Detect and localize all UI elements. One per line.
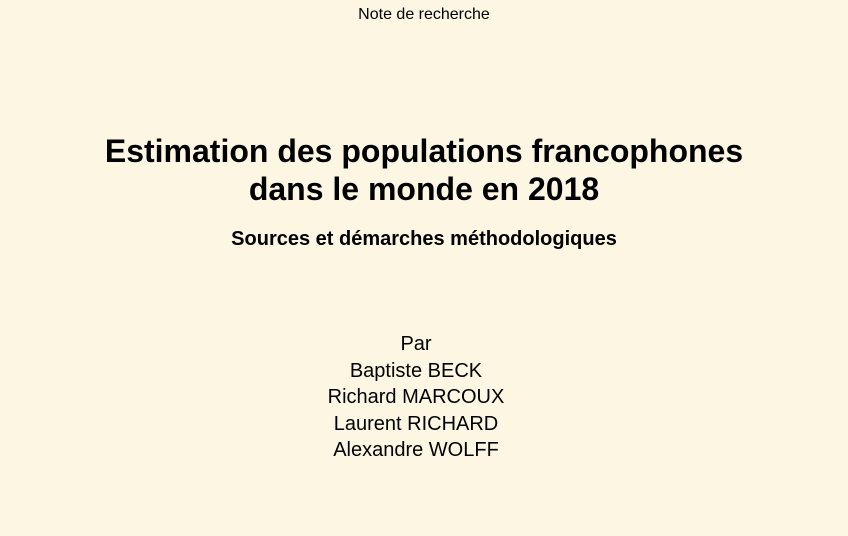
author-name: Alexandre WOLFF: [333, 439, 499, 461]
author-block: [0, 331, 832, 464]
author-name: Richard MARCOUX: [327, 386, 505, 408]
document-title: [0, 132, 848, 208]
title-line-1: Estimation des populations francophones: [104, 133, 744, 169]
author-name: Laurent RICHARD: [333, 412, 499, 435]
author-name: Baptiste BECK: [349, 359, 483, 382]
title-line-2: dans le monde en 2018: [248, 171, 600, 207]
document-type-label: Note de recherche: [358, 6, 490, 23]
byline-label: Par: [400, 333, 432, 355]
document-subtitle: Sources et démarches méthodologiques: [231, 228, 617, 250]
